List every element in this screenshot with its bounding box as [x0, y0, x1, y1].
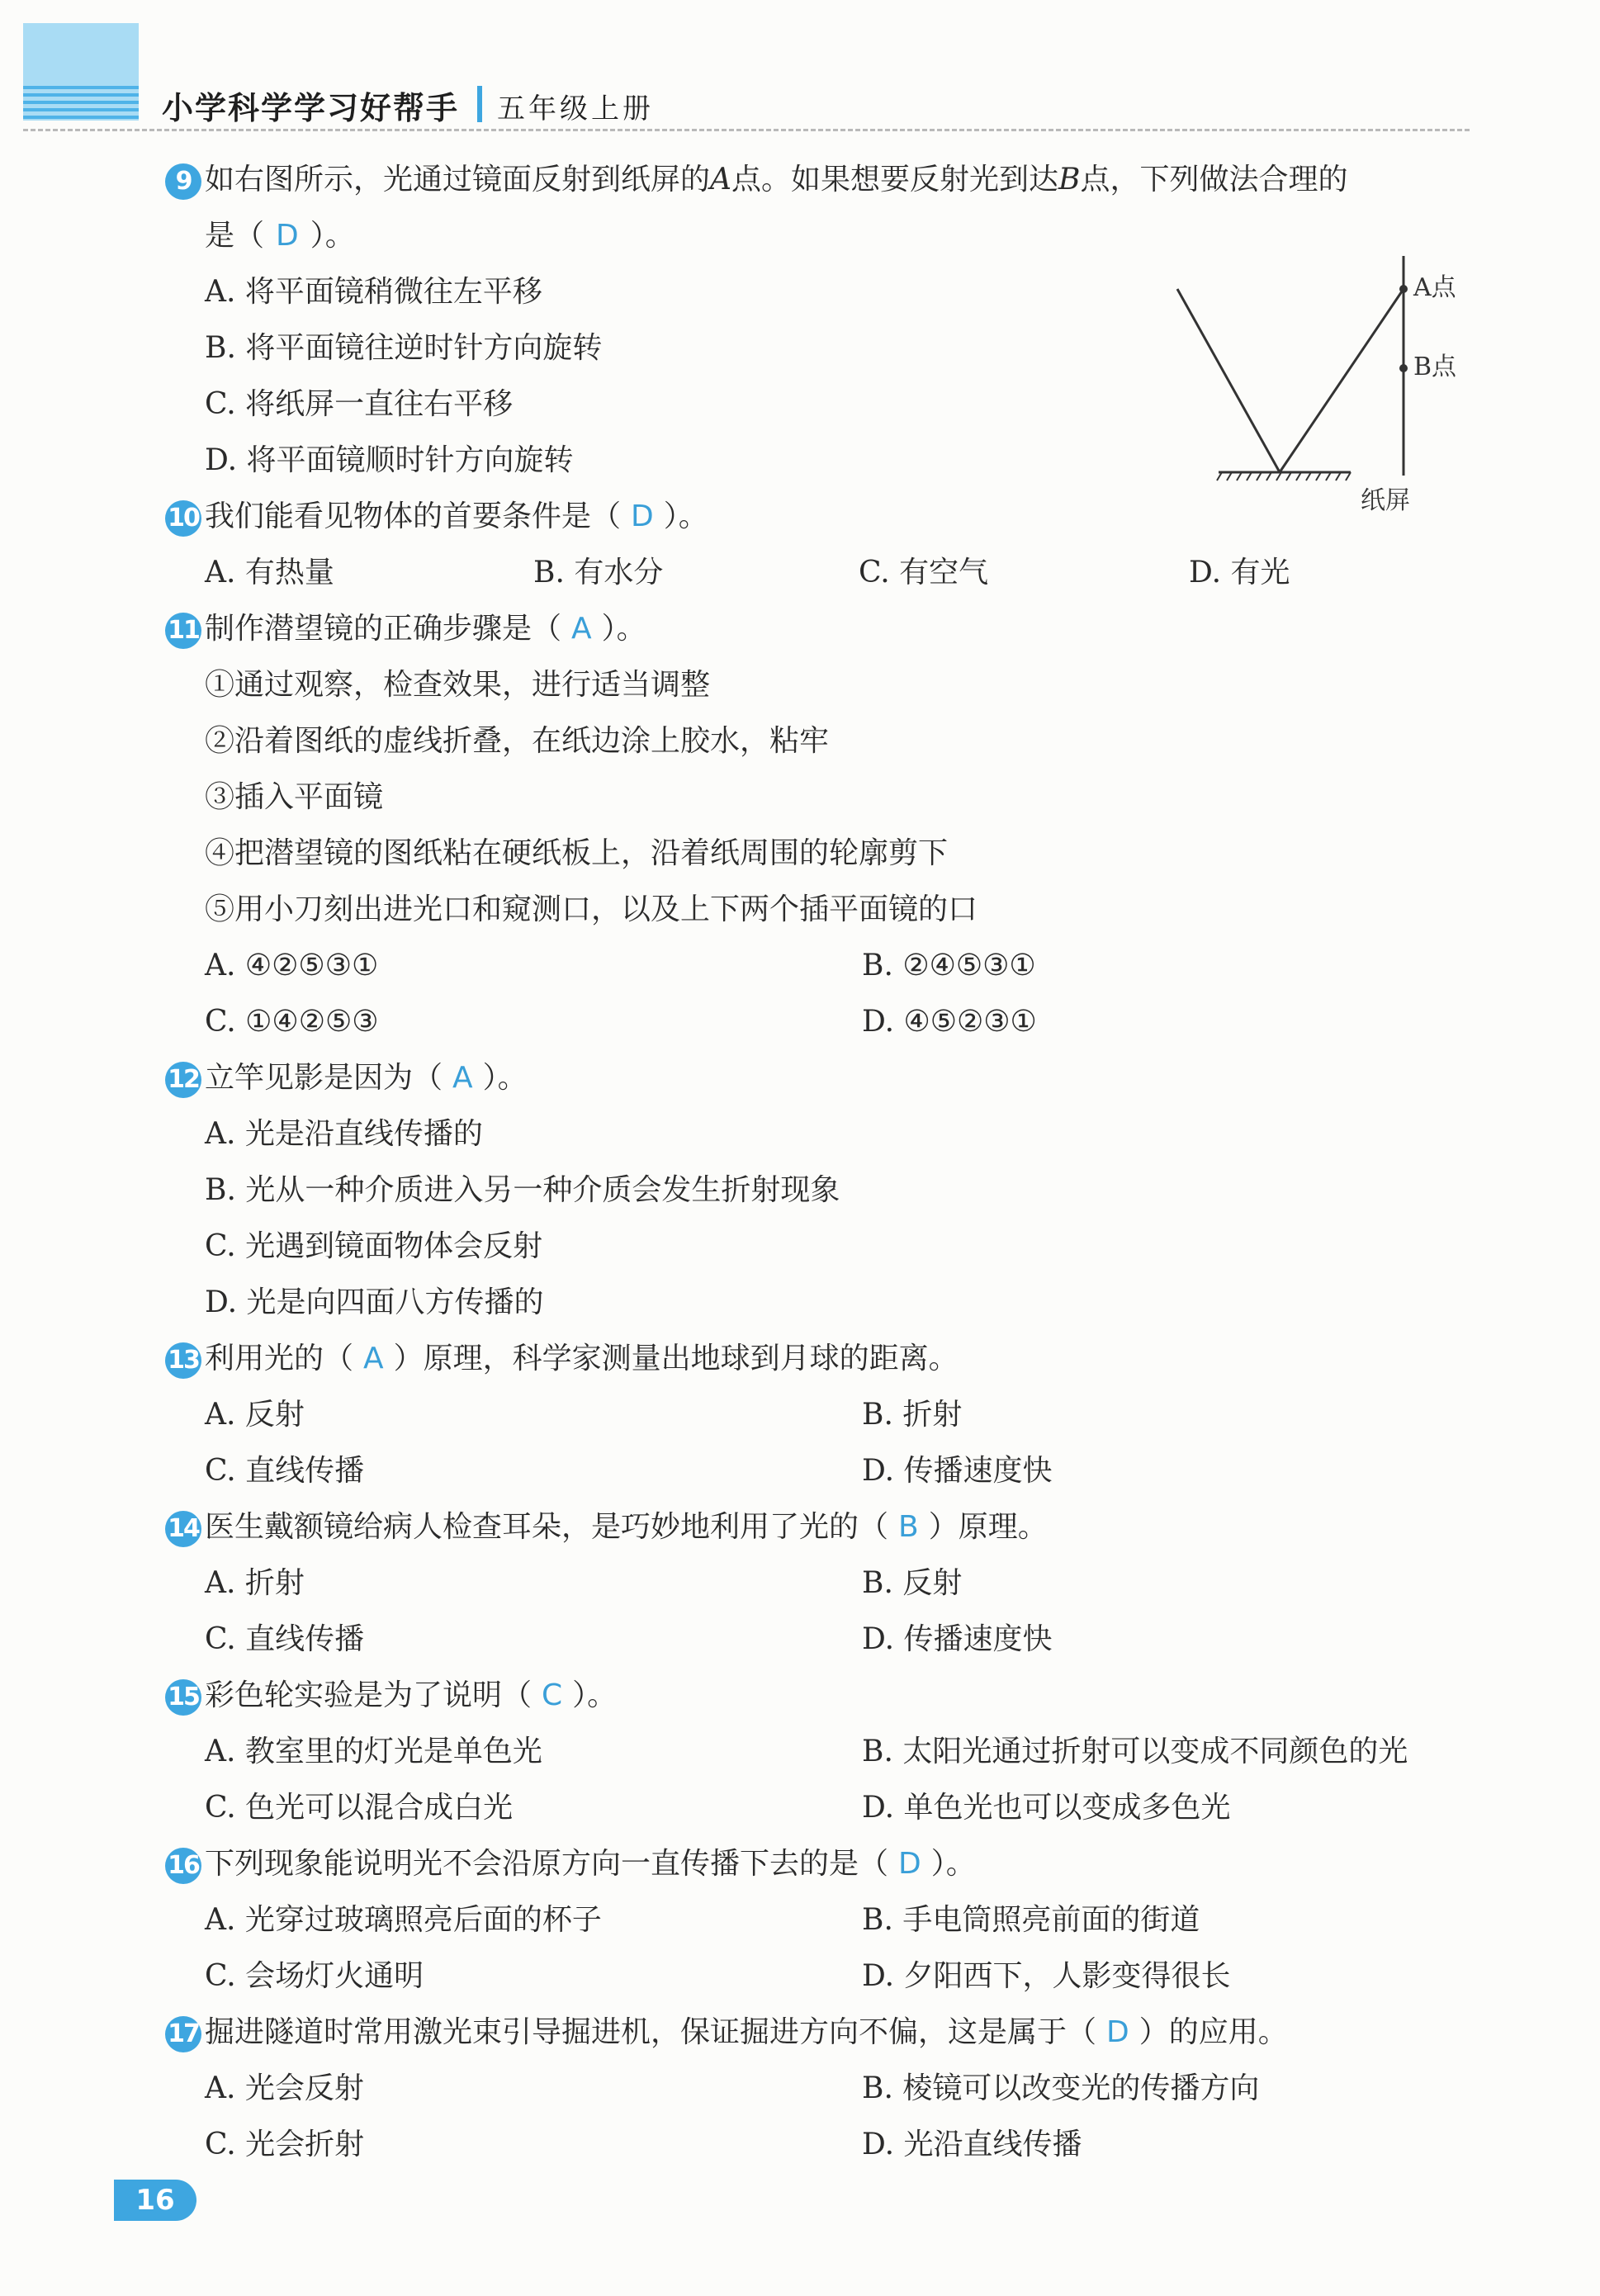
step: ①通过观察，检查效果，进行适当调整: [205, 668, 711, 702]
option: D. 将平面镜顺时针方向旋转: [205, 443, 574, 477]
option: B. 太阳光通过折射可以变成不同颜色的光: [862, 1735, 1408, 1768]
option: A. 将平面镜稍微往左平移: [205, 275, 542, 309]
answer: A: [452, 1061, 473, 1095]
option: C. 直线传播: [205, 1454, 365, 1488]
option: D. 有光: [1189, 556, 1290, 589]
page-number: 16: [114, 2180, 196, 2221]
option: D. 传播速度快: [862, 1454, 1053, 1488]
option: A. 有热量: [205, 556, 334, 589]
answer: C: [542, 1678, 563, 1712]
option: B. 手电筒照亮前面的街道: [862, 1903, 1200, 1937]
question-10-stem: 10 我们能看见物体的首要条件是（ D ）。: [165, 499, 708, 537]
question-9-stem: 9 如右图所示，光通过镜面反射到纸屏的A点。如果想要反射光到达B点，下列做法合理的: [165, 162, 1348, 200]
option: A. 折射: [205, 1566, 305, 1600]
option: D. 光沿直线传播: [862, 2128, 1082, 2161]
point-b-label: B点: [1413, 353, 1457, 381]
option: D. 传播速度快: [862, 1622, 1053, 1656]
option: B. 将平面镜往逆时针方向旋转: [205, 331, 603, 365]
answer: A: [571, 612, 592, 646]
answer: B: [898, 1510, 919, 1544]
question-16-stem: 16 下列现象能说明光不会沿原方向一直传播下去的是（ D ）。: [165, 1846, 976, 1884]
option: B. 折射: [862, 1398, 963, 1432]
option: B. ②④⑤③①: [862, 949, 1036, 982]
question-9-stem-line2: 是（ D ）。: [205, 219, 355, 253]
point-a-dot: [1399, 285, 1408, 293]
question-number: 9: [165, 163, 201, 200]
option: B. 光从一种介质进入另一种介质会发生折射现象: [205, 1173, 840, 1207]
option: C. 光遇到镜面物体会反射: [205, 1229, 543, 1263]
step: ③插入平面镜: [205, 780, 384, 814]
question-13-stem: 13 利用光的（ A ）原理，科学家测量出地球到月球的距离。: [165, 1341, 959, 1379]
question-number: 17: [165, 2016, 201, 2052]
answer: D: [898, 1847, 921, 1881]
question-number: 11: [165, 613, 201, 649]
header-divider: [477, 86, 482, 122]
step: ⑤用小刀刻出进光口和窥测口，以及上下两个插平面镜的口: [205, 892, 978, 926]
option: A. 光穿过玻璃照亮后面的杯子: [205, 1903, 602, 1937]
question-number: 14: [165, 1511, 201, 1547]
option: B. 棱镜可以改变光的传播方向: [862, 2071, 1260, 2105]
question-number: 13: [165, 1342, 201, 1379]
option: B. 有水分: [533, 556, 664, 589]
question-number: 10: [165, 500, 201, 537]
option: A. 反射: [205, 1398, 305, 1432]
question-17-stem: 17 掘进隧道时常用激光束引导掘进机，保证掘进方向不偏，这是属于（ D ）的应用。: [165, 2014, 1288, 2052]
option: C. 直线传播: [205, 1622, 365, 1656]
option: A. ④②⑤③①: [205, 949, 379, 982]
book-title: 小学科学学习好帮手: [162, 90, 460, 126]
question-15-stem: 15 彩色轮实验是为了说明（ C ）。: [165, 1678, 617, 1716]
reflection-diagram: [1156, 248, 1486, 520]
option: C. 光会折射: [205, 2128, 365, 2161]
option: A. 教室里的灯光是单色光: [205, 1735, 542, 1768]
answer: A: [363, 1342, 384, 1375]
point-a-label: A点: [1413, 273, 1456, 302]
screen-label: 纸屏: [1361, 486, 1410, 515]
option: C. ①④②⑤③: [205, 1005, 379, 1039]
option: C. 将纸屏一直往右平移: [205, 387, 514, 421]
grade-label: 五年级上册: [497, 92, 654, 125]
header-dashed-rule: [23, 129, 1470, 131]
question-number: 12: [165, 1062, 201, 1098]
option: D. 单色光也可以变成多色光: [862, 1791, 1231, 1825]
option: B. 反射: [862, 1566, 963, 1600]
answer: D: [1106, 2015, 1129, 2049]
question-14-stem: 14 医生戴额镜给病人检查耳朵，是巧妙地利用了光的（ B ）原理。: [165, 1509, 1048, 1547]
point-b-dot: [1399, 364, 1408, 372]
question-12-stem: 12 立竿见影是因为（ A ）。: [165, 1060, 528, 1098]
question-number: 15: [165, 1679, 201, 1716]
question-11-stem: 11 制作潜望镜的正确步骤是（ A ）。: [165, 611, 646, 649]
header-stripes: [23, 86, 139, 121]
option: A. 光会反射: [205, 2071, 364, 2105]
option: C. 色光可以混合成白光: [205, 1791, 514, 1825]
option: D. ④⑤②③①: [862, 1005, 1037, 1039]
answer: D: [631, 499, 654, 533]
step: ②沿着图纸的虚线折叠，在纸边涂上胶水，粘牢: [205, 724, 830, 758]
option: D. 夕阳西下，人影变得很长: [862, 1959, 1231, 1993]
step: ④把潜望镜的图纸粘在硬纸板上，沿着纸周围的轮廓剪下: [205, 836, 949, 870]
option: D. 光是向四面八方传播的: [205, 1285, 544, 1319]
option: C. 会场灯火通明: [205, 1959, 424, 1993]
option: A. 光是沿直线传播的: [205, 1117, 483, 1151]
question-number: 16: [165, 1848, 201, 1884]
answer: D: [276, 219, 299, 253]
option: C. 有空气: [859, 556, 989, 589]
